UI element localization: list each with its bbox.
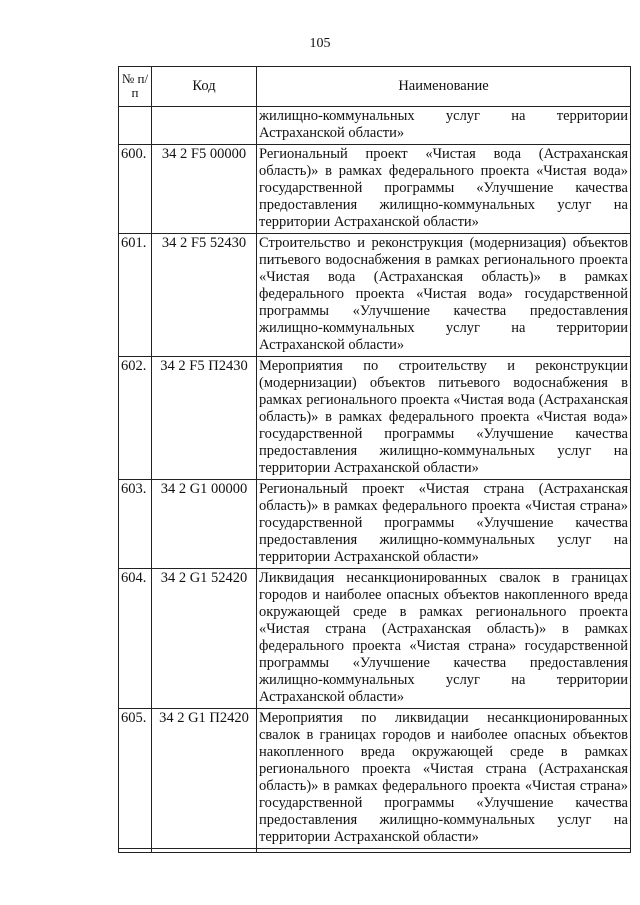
header-name: Наименование: [257, 67, 631, 107]
row-name: Региональный проект «Чистая вода (Астраханская область)» в рамках федерального проекта «Чистая вода» государственной программы «Улучшение качества предоставления жилищно-коммунальных услуг на территории Астраханской области»: [257, 145, 631, 234]
row-number: 600.: [119, 145, 152, 234]
row-number: [119, 849, 152, 853]
row-name: жилищно-коммунальных услуг на территории Астраханской области»: [257, 107, 631, 145]
table-row: [119, 849, 631, 853]
row-number: 603.: [119, 480, 152, 569]
row-number: 605.: [119, 709, 152, 849]
table-row: [119, 107, 631, 145]
table-row: [119, 357, 631, 480]
row-code: 34 2 G1 П2420: [152, 709, 257, 849]
row-code: [152, 849, 257, 853]
table-row: [119, 145, 631, 234]
table-row: [119, 709, 631, 849]
page-number: 105: [309, 36, 331, 51]
row-code: 34 2 F5 П2430: [152, 357, 257, 480]
header-number: № п/п: [119, 67, 152, 107]
row-code: [152, 107, 257, 145]
row-code: 34 2 G1 00000: [152, 480, 257, 569]
row-name: Строительство и реконструкция (модернизация) объектов питьевого водоснабжения в рамках регионального проекта «Чистая вода (Астраханская область)» в рамках федерального проекта «Чистая вода» государственной программы «Улучшение качества предоставления жилищно-коммунальных услуг на территории Астраханской области»: [257, 234, 631, 357]
budget-classification-table: [118, 66, 631, 853]
row-number: [119, 107, 152, 145]
table-row: [119, 480, 631, 569]
table-header-row: [119, 67, 631, 107]
row-name: [257, 849, 631, 853]
table-row: [119, 569, 631, 709]
row-code: 34 2 G1 52420: [152, 569, 257, 709]
table-row: [119, 234, 631, 357]
row-number: 602.: [119, 357, 152, 480]
row-name: Мероприятия по ликвидации несанкционированных свалок в границах городов и наиболее опасных объектов накопленного вреда окружающей среде в рамках регионального проекта «Чистая страна (Астраханская область)» в рамках федерального проекта «Чистая страна» государственной программы «Улучшение качества предоставления жилищно-коммунальных услуг на территории Астраханской области»: [257, 709, 631, 849]
row-name: Мероприятия по строительству и реконструкции (модернизации) объектов питьевого водоснабжения в рамках регионального проекта «Чистая вода (Астраханская область)» в рамках федерального проекта «Чистая вода» государственной программы «Улучшение качества предоставления жилищно-коммунальных услуг на территории Астраханской области»: [257, 357, 631, 480]
row-name: Ликвидация несанкционированных свалок в границах городов и наиболее опасных объектов накопленного вреда окружающей среде в рамках регионального проекта «Чистая страна (Астраханская область)» в рамках федерального проекта «Чистая страна» государственной программы «Улучшение качества предоставления жилищно-коммунальных услуг на территории Астраханской области»: [257, 569, 631, 709]
row-code: 34 2 F5 52430: [152, 234, 257, 357]
header-code: Код: [152, 67, 257, 107]
row-number: 604.: [119, 569, 152, 709]
row-code: 34 2 F5 00000: [152, 145, 257, 234]
row-number: 601.: [119, 234, 152, 357]
row-name: Региональный проект «Чистая страна (Астраханская область)» в рамках федерального проекта «Чистая страна» государственной программы «Улучшение качества предоставления жилищно-коммунальных услуг на территории Астраханской области»: [257, 480, 631, 569]
